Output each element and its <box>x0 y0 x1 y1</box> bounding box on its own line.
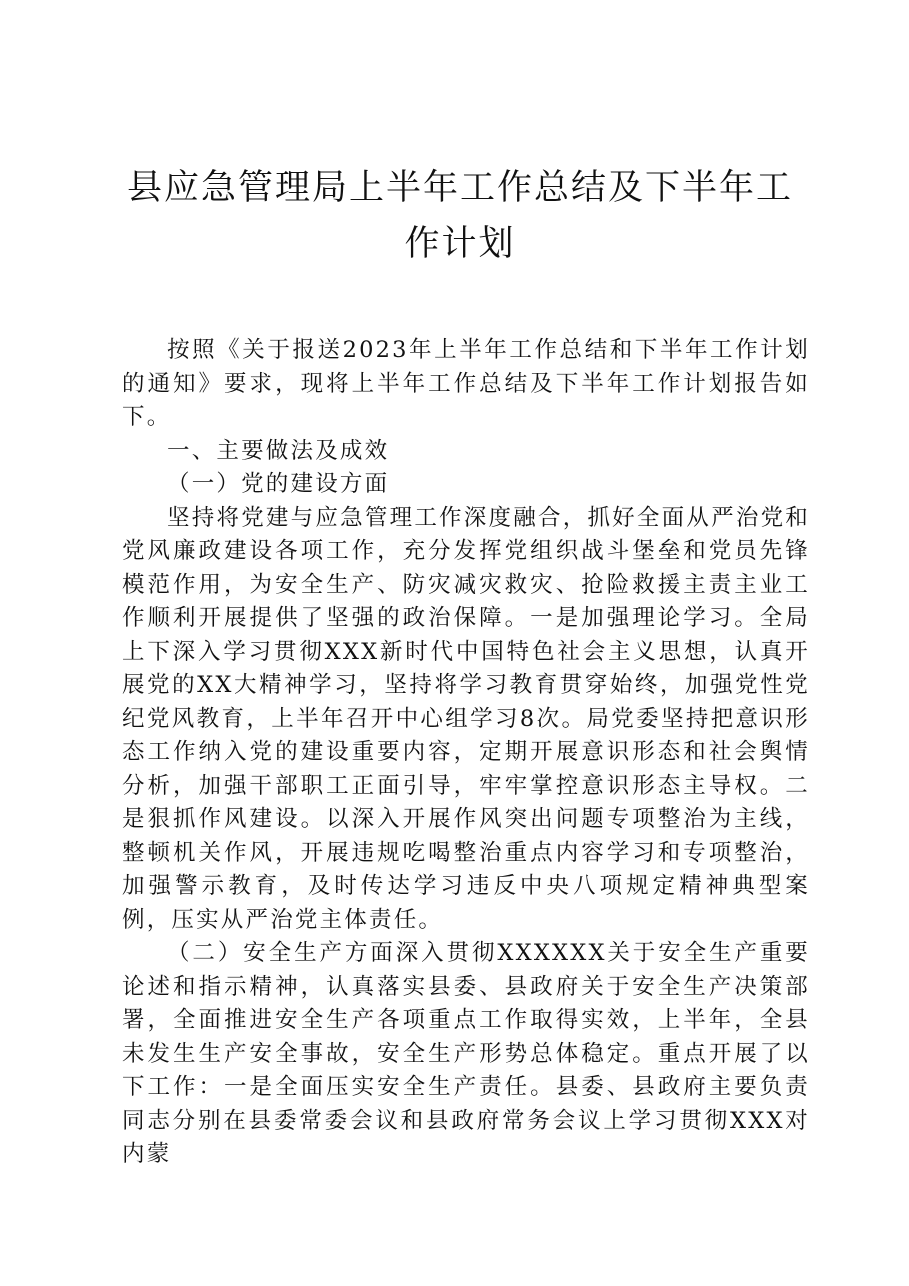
document-title: 县应急管理局上半年工作总结及下半年工作计划 <box>126 168 793 264</box>
intro-paragraph: 按照《关于报送2023年上半年工作总结和下半年工作计划的通知》要求，现将上半年工作总结及下半年工作计划报告如下。 <box>122 337 810 430</box>
document-body <box>122 334 810 1172</box>
subsection-heading-party-building: （一）党的建设方面 <box>167 471 390 497</box>
safety-production-paragraph: （二）安全生产方面深入贯彻XXXXXX关于安全生产重要论述和指示精神，认真落实县委、县政府关于安全生产决策部署，全面推进安全生产各项重点工作取得实效，上半年，全县未发生生产安全事故，安全生产形势总体稳定。重点开展了以下工作：一是全面压实安全生产责任。县委、县政府主要负责同志分别在县委常委会议和县政府常务会议上学习贯彻XXX对内蒙 <box>122 940 810 1167</box>
party-building-paragraph: 坚持将党建与应急管理工作深度融合，抓好全面从严治党和党风廉政建设各项工作，充分发挥党组织战斗堡垒和党员先锋模范作用，为安全生产、防灾减灾救灾、抢险救援主责主业工作顺利开展提供了坚强的政治保障。一是加强理论学习。全局上下深入学习贯彻XXX新时代中国特色社会主义思想，认真开展党的XX大精神学习，坚持将学习教育贯穿始终，加强党性党纪党风教育，上半年召开中心组学习8次。局党委坚持把意识形态工作纳入党的建设重要内容，定期开展意识形态和社会舆情分析，加强干部职工正面引导，牢牢掌控意识形态主导权。二是狠抓作风建设。以深入开展作风突出问题专项整治为主线，整顿机关作风，开展违规吃喝整治重点内容学习和专项整治，加强警示教育，及时传达学习违反中央八项规定精神典型案例，压实从严治党主体责任。 <box>122 504 810 933</box>
section-heading-1: 一、主要做法及成效 <box>167 437 390 464</box>
